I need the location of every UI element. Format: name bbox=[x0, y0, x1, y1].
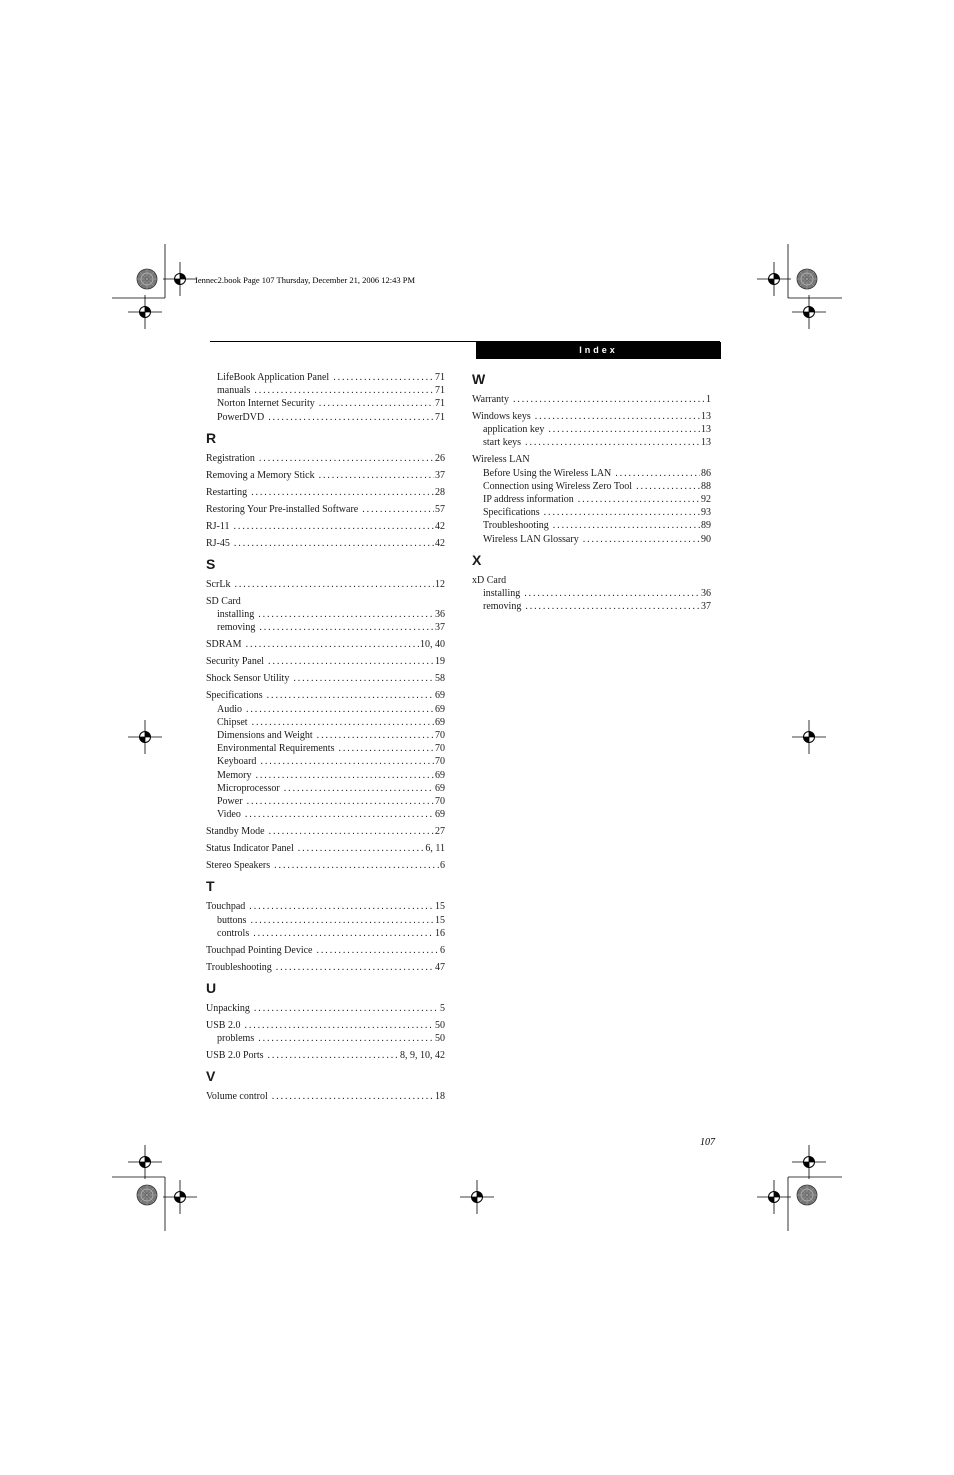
index-page-refs: 50 bbox=[435, 1033, 445, 1045]
index-entry bbox=[206, 689, 445, 702]
index-term: IP address information bbox=[483, 494, 574, 506]
index-page-refs: 90 bbox=[701, 533, 711, 545]
dot-leader bbox=[615, 467, 700, 480]
index-entry bbox=[206, 469, 445, 482]
index-subentry bbox=[472, 493, 711, 506]
index-entry bbox=[206, 961, 445, 974]
dot-leader bbox=[274, 859, 439, 872]
dot-leader bbox=[525, 436, 700, 449]
index-page-refs: 5 bbox=[440, 1003, 445, 1015]
index-left-column bbox=[206, 371, 445, 1104]
index-entry bbox=[206, 595, 445, 608]
index-term: PowerDVD bbox=[217, 411, 265, 423]
dot-leader bbox=[254, 384, 434, 397]
index-term: application key bbox=[483, 424, 545, 436]
index-subentry bbox=[206, 716, 445, 729]
index-page-refs: 58 bbox=[435, 673, 445, 685]
index-page-refs: 6, 11 bbox=[425, 843, 445, 855]
index-entry bbox=[206, 638, 445, 651]
index-subentry bbox=[206, 608, 445, 621]
index-term: LifeBook Application Panel bbox=[217, 372, 330, 383]
index-term: Wireless LAN Glossary bbox=[483, 533, 579, 545]
index-term: Touchpad bbox=[206, 901, 246, 913]
index-page-refs: 69 bbox=[435, 716, 445, 728]
index-subentry bbox=[206, 927, 445, 940]
index-term: USB 2.0 bbox=[206, 1020, 241, 1032]
index-term: Power bbox=[217, 796, 243, 808]
index-subentry bbox=[206, 621, 445, 634]
dot-leader bbox=[298, 842, 425, 855]
dot-leader bbox=[249, 900, 434, 913]
index-term: manuals bbox=[217, 385, 251, 397]
index-page-refs: 71 bbox=[435, 372, 445, 383]
index-page-refs: 70 bbox=[435, 743, 445, 755]
index-entry bbox=[206, 578, 445, 591]
index-entry bbox=[206, 655, 445, 668]
index-term: start keys bbox=[483, 437, 522, 449]
index-page-refs: 19 bbox=[435, 656, 445, 668]
dot-leader bbox=[284, 782, 434, 795]
dot-leader bbox=[525, 600, 700, 613]
index-subentry bbox=[472, 423, 711, 436]
index-page-refs: 6 bbox=[440, 944, 445, 956]
dot-leader bbox=[258, 1032, 434, 1045]
index-page-refs: 69 bbox=[435, 782, 445, 794]
index-term: Stereo Speakers bbox=[206, 860, 271, 872]
index-letter-heading: T bbox=[206, 878, 215, 895]
dot-leader bbox=[276, 961, 434, 974]
index-page-refs: 50 bbox=[435, 1020, 445, 1032]
index-term: Chipset bbox=[217, 716, 248, 728]
dot-leader bbox=[319, 469, 434, 482]
dot-leader bbox=[362, 503, 434, 516]
index-term: Microprocessor bbox=[217, 782, 280, 794]
index-page-refs: 70 bbox=[435, 756, 445, 768]
dot-leader bbox=[252, 716, 434, 729]
index-page-refs: 13 bbox=[701, 437, 711, 449]
index-term: Environmental Requirements bbox=[217, 743, 335, 755]
index-entry bbox=[472, 453, 711, 466]
index-page-refs: 93 bbox=[701, 507, 711, 519]
index-page-refs: 16 bbox=[435, 927, 445, 939]
dot-leader bbox=[513, 393, 705, 406]
dot-leader bbox=[268, 1049, 399, 1062]
index-term: Memory bbox=[217, 769, 252, 781]
index-letter-heading: V bbox=[206, 1068, 216, 1085]
index-term: Volume control bbox=[206, 1091, 268, 1103]
index-entry bbox=[206, 1090, 445, 1103]
index-term: problems bbox=[217, 1033, 255, 1045]
index-term: Removing a Memory Stick bbox=[206, 469, 315, 481]
index-page-refs: 86 bbox=[701, 467, 711, 479]
index-entry bbox=[206, 537, 445, 550]
dot-leader bbox=[553, 519, 700, 532]
index-page-refs: 42 bbox=[435, 520, 445, 532]
index-term: Restoring Your Pre-installed Software bbox=[206, 503, 359, 515]
dot-leader bbox=[254, 1002, 439, 1015]
index-subentry bbox=[206, 742, 445, 755]
index-subentry bbox=[472, 533, 711, 546]
index-entry bbox=[472, 574, 711, 587]
index-page-refs: 92 bbox=[701, 494, 711, 506]
index-term: removing bbox=[217, 622, 256, 634]
dot-leader bbox=[319, 397, 434, 410]
book-file-info: Iennec2.book Page 107 Thursday, December 21, 2006 12:43 PM bbox=[195, 275, 416, 285]
index-term: Troubleshooting bbox=[206, 961, 272, 973]
section-title-bar: Index bbox=[476, 342, 721, 359]
dot-leader bbox=[258, 608, 434, 621]
index-page-refs: 13 bbox=[701, 411, 711, 422]
index-entry bbox=[206, 944, 445, 957]
index-subentry bbox=[472, 506, 711, 519]
index-term: Status Indicator Panel bbox=[206, 843, 294, 855]
dot-leader bbox=[260, 755, 434, 768]
index-letter-heading: S bbox=[206, 556, 216, 573]
index-term: Video bbox=[217, 809, 241, 821]
index-page-refs: 70 bbox=[435, 796, 445, 808]
index-term: Registration bbox=[206, 452, 255, 464]
index-term: Troubleshooting bbox=[483, 520, 549, 532]
index-letter-heading: R bbox=[206, 429, 217, 446]
dot-leader bbox=[317, 944, 440, 957]
dot-leader bbox=[338, 742, 434, 755]
dot-leader bbox=[234, 578, 434, 591]
index-term: SDRAM bbox=[206, 639, 242, 651]
index-page-refs: 47 bbox=[435, 961, 445, 973]
index-entry bbox=[206, 1049, 445, 1062]
index-subentry bbox=[472, 480, 711, 493]
dot-leader bbox=[269, 825, 434, 838]
index-subentry bbox=[206, 782, 445, 795]
index-page-refs: 69 bbox=[435, 690, 445, 702]
dot-leader bbox=[333, 371, 434, 384]
dot-leader bbox=[259, 452, 434, 465]
index-entry bbox=[206, 859, 445, 872]
dot-leader bbox=[524, 587, 700, 600]
dot-leader bbox=[578, 493, 700, 506]
index-subentry bbox=[206, 384, 445, 397]
dot-leader bbox=[267, 689, 434, 702]
index-entry bbox=[206, 452, 445, 465]
index-term: controls bbox=[217, 927, 250, 939]
index-page-refs: 36 bbox=[435, 609, 445, 621]
index-page-refs: 89 bbox=[701, 520, 711, 532]
index-page-refs: 71 bbox=[435, 385, 445, 397]
index-page-refs: 18 bbox=[435, 1091, 445, 1103]
index-page-refs: 26 bbox=[435, 452, 445, 464]
index-page-refs: 13 bbox=[701, 424, 711, 436]
index-term: Dimensions and Weight bbox=[217, 730, 313, 742]
index-entry bbox=[206, 1019, 445, 1032]
index-page-refs: 1 bbox=[706, 394, 711, 405]
index-page-refs: 8, 9, 10, 42 bbox=[400, 1050, 445, 1062]
index-term: Shock Sensor Utility bbox=[206, 673, 290, 685]
index-page-refs: 12 bbox=[435, 579, 445, 591]
index-subentry bbox=[206, 795, 445, 808]
index-term: Norton Internet Security bbox=[217, 398, 315, 410]
dot-leader bbox=[544, 506, 700, 519]
index-term: RJ-11 bbox=[206, 520, 230, 532]
index-term: Audio bbox=[217, 703, 242, 715]
index-page-refs: 57 bbox=[435, 503, 445, 515]
dot-leader bbox=[583, 533, 700, 546]
index-term: Warranty bbox=[472, 394, 509, 405]
dot-leader bbox=[246, 703, 434, 716]
index-term: removing bbox=[483, 601, 522, 613]
index-page-refs: 10, 40 bbox=[420, 639, 445, 651]
dot-leader bbox=[251, 486, 434, 499]
index-subentry bbox=[206, 411, 445, 424]
index-letter-heading: W bbox=[472, 371, 486, 387]
page-number: 107 bbox=[700, 1137, 715, 1148]
index-page-refs: 70 bbox=[435, 730, 445, 742]
index-term: Restarting bbox=[206, 486, 248, 498]
index-term: RJ-45 bbox=[206, 537, 230, 549]
index-page-refs: 71 bbox=[435, 411, 445, 423]
index-subentry bbox=[206, 729, 445, 742]
index-term: Connection using Wireless Zero Tool bbox=[483, 480, 633, 492]
index-page-refs: 36 bbox=[701, 588, 711, 600]
dot-leader bbox=[245, 808, 434, 821]
index-entry bbox=[206, 503, 445, 516]
index-entry bbox=[206, 900, 445, 913]
index-entry bbox=[206, 520, 445, 533]
dot-leader bbox=[253, 927, 434, 940]
dot-leader bbox=[268, 655, 434, 668]
index-page-refs: 71 bbox=[435, 398, 445, 410]
index-subentry bbox=[472, 467, 711, 480]
index-page-refs: 15 bbox=[435, 914, 445, 926]
index-subentry bbox=[206, 769, 445, 782]
index-page-refs: 6 bbox=[440, 860, 445, 872]
dot-leader bbox=[247, 795, 434, 808]
index-term: Security Panel bbox=[206, 656, 265, 668]
index-term: installing bbox=[483, 588, 521, 600]
index-entry bbox=[206, 1002, 445, 1015]
index-entry bbox=[472, 410, 711, 423]
index-term: Touchpad Pointing Device bbox=[206, 944, 313, 956]
index-entry bbox=[206, 672, 445, 685]
index-term: Before Using the Wireless LAN bbox=[483, 467, 612, 479]
index-page-refs: 37 bbox=[435, 469, 445, 481]
dot-leader bbox=[272, 1090, 434, 1103]
index-page-refs: 27 bbox=[435, 826, 445, 838]
dot-leader bbox=[548, 423, 700, 436]
index-entry bbox=[472, 393, 711, 406]
index-term: installing bbox=[217, 609, 255, 621]
index-subentry bbox=[472, 436, 711, 449]
dot-leader bbox=[234, 537, 434, 550]
index-term: Wireless LAN bbox=[472, 454, 530, 466]
index-right-column bbox=[472, 371, 711, 613]
index-page-refs: 15 bbox=[435, 901, 445, 913]
dot-leader bbox=[293, 672, 434, 685]
index-term: ScrLk bbox=[206, 579, 231, 591]
index-subentry bbox=[206, 914, 445, 927]
index-subentry bbox=[472, 587, 711, 600]
index-subentry bbox=[206, 808, 445, 821]
index-term: buttons bbox=[217, 914, 247, 926]
index-subentry bbox=[206, 703, 445, 716]
index-term: Standby Mode bbox=[206, 826, 265, 838]
dot-leader bbox=[246, 638, 419, 651]
index-page-refs: 37 bbox=[435, 622, 445, 634]
dot-leader bbox=[259, 621, 434, 634]
index-letter-heading: X bbox=[472, 551, 482, 568]
dot-leader bbox=[234, 520, 434, 533]
dot-leader bbox=[244, 1019, 434, 1032]
index-subentry bbox=[206, 371, 445, 384]
index-page-refs: 37 bbox=[701, 601, 711, 613]
index-subentry bbox=[472, 600, 711, 613]
dot-leader bbox=[317, 729, 434, 742]
dot-leader bbox=[250, 914, 434, 927]
dot-leader bbox=[636, 480, 700, 493]
index-subentry bbox=[206, 755, 445, 768]
index-term: USB 2.0 Ports bbox=[206, 1050, 264, 1062]
index-term: Keyboard bbox=[217, 756, 257, 768]
index-page-refs: 42 bbox=[435, 537, 445, 549]
dot-leader bbox=[535, 410, 700, 423]
index-subentry bbox=[206, 397, 445, 410]
index-term: Specifications bbox=[483, 507, 540, 519]
dot-leader bbox=[255, 769, 434, 782]
index-term: xD Card bbox=[472, 574, 507, 586]
index-entry bbox=[206, 825, 445, 838]
index-page-refs: 28 bbox=[435, 486, 445, 498]
index-subentry bbox=[472, 519, 711, 532]
index-page-refs: 69 bbox=[435, 703, 445, 715]
index-term: Specifications bbox=[206, 690, 263, 702]
index-letter-heading: U bbox=[206, 980, 217, 997]
index-entry bbox=[206, 842, 445, 855]
index-term: Unpacking bbox=[206, 1003, 250, 1015]
index-term: SD Card bbox=[206, 596, 241, 608]
index-page-refs: 88 bbox=[701, 480, 711, 492]
index-entry bbox=[206, 486, 445, 499]
index-subentry bbox=[206, 1032, 445, 1045]
index-term: Windows keys bbox=[472, 411, 531, 422]
index-page-refs: 69 bbox=[435, 769, 445, 781]
index-page-refs: 69 bbox=[435, 809, 445, 821]
dot-leader bbox=[268, 411, 434, 424]
